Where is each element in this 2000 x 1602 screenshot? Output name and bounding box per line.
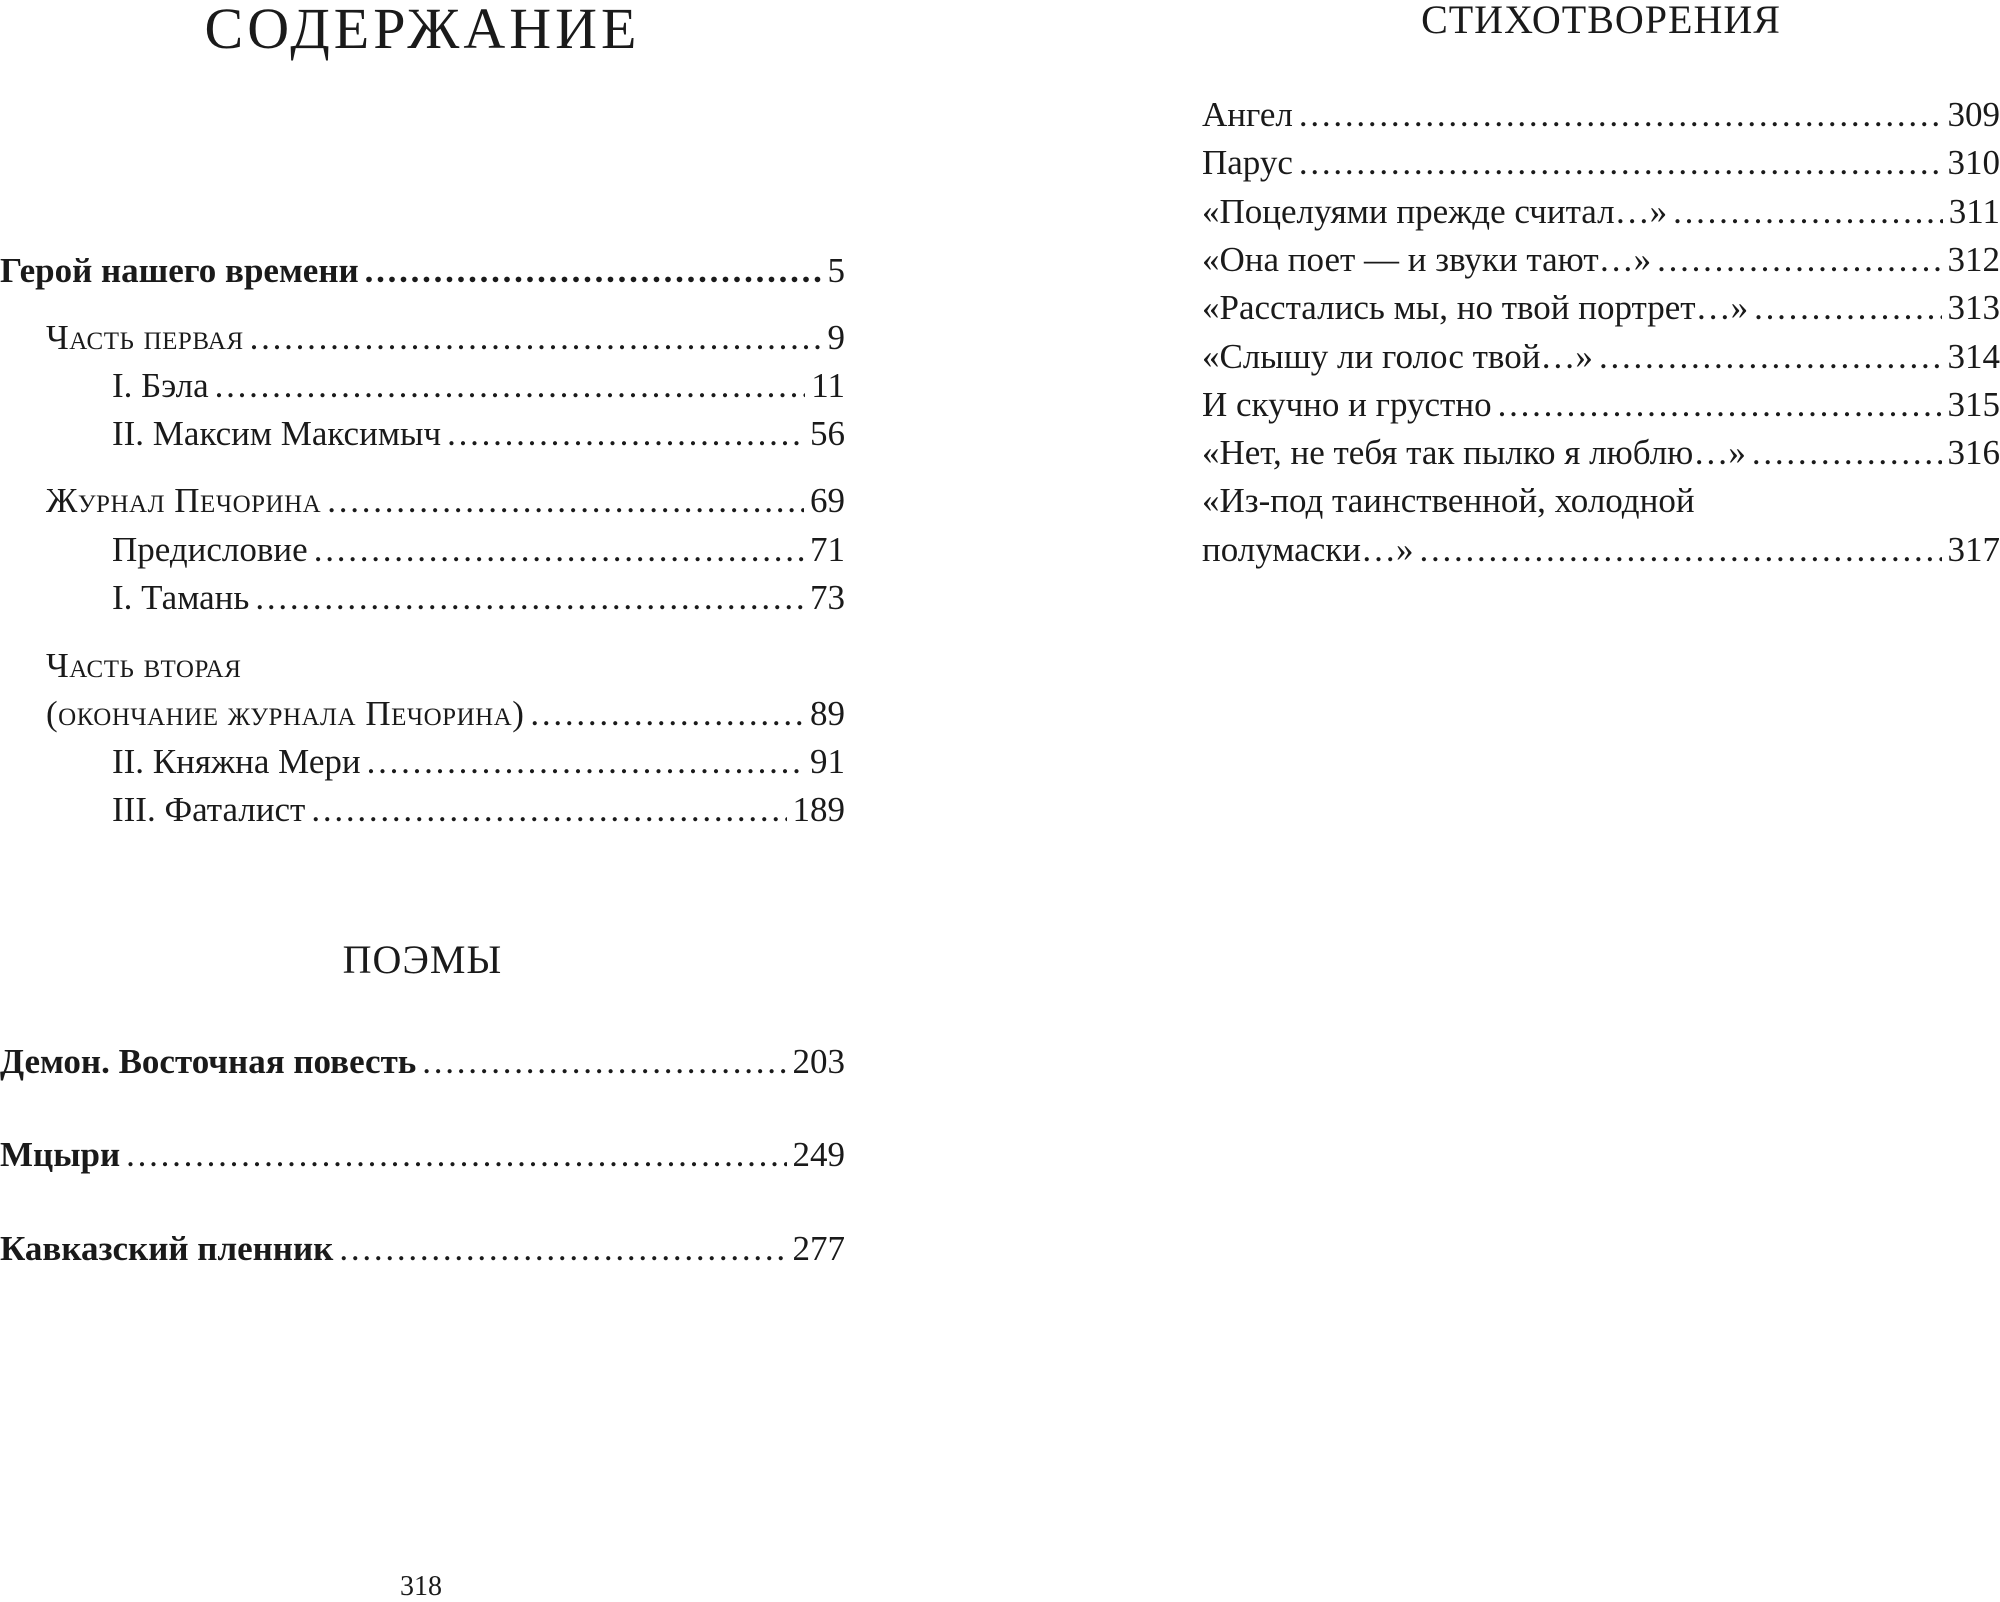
dot-leader xyxy=(250,314,822,362)
dot-leader xyxy=(422,1038,786,1086)
poems-title: ПОЭМЫ xyxy=(342,937,503,982)
entry-page: 249 xyxy=(792,1135,845,1174)
entry-page: 316 xyxy=(1947,433,2000,472)
toc-entry-journal[interactable] xyxy=(46,477,845,525)
toc-entry-angel[interactable] xyxy=(1202,91,2000,139)
entry-label: полумаски…» xyxy=(1202,530,1414,569)
entry-label: И скучно и грустно xyxy=(1202,385,1492,424)
toc-iz-pod-line1: «Из-под таинственной, холодной xyxy=(1202,481,1695,520)
dot-leader xyxy=(314,526,804,574)
dot-leader xyxy=(339,1225,786,1273)
entry-label: «Слышу ли голос твой…» xyxy=(1202,337,1593,376)
entry-label: I. Бэла xyxy=(112,366,209,405)
toc-title: СОДЕРЖАНИЕ xyxy=(204,0,641,61)
dot-leader xyxy=(311,786,786,834)
entry-page: 89 xyxy=(810,694,845,733)
entry-label: I. Тамань xyxy=(112,578,250,617)
entry-page: 313 xyxy=(1947,288,2000,327)
entry-label: «Расстались мы, но твой портрет…» xyxy=(1202,288,1749,327)
entry-page: 314 xyxy=(1947,337,2000,376)
toc-entry-taman[interactable] xyxy=(112,574,845,622)
dot-leader xyxy=(1498,381,1942,429)
entry-page: 73 xyxy=(810,578,845,617)
toc-entry-rasstalis[interactable] xyxy=(1202,284,2000,332)
entry-page: 310 xyxy=(1947,143,2000,182)
dot-leader xyxy=(530,690,804,738)
left-page xyxy=(0,0,845,1602)
dot-leader xyxy=(1673,188,1943,236)
toc-entry-ona-poet[interactable] xyxy=(1202,236,2000,284)
dot-leader xyxy=(255,574,804,622)
entry-label: II. Княжна Мери xyxy=(112,742,361,781)
toc-entry-demon[interactable] xyxy=(0,1038,845,1086)
right-page xyxy=(1202,0,2000,1602)
dot-leader xyxy=(1657,236,1941,284)
verses-title: СТИХОТВОРЕНИЯ xyxy=(1421,0,1781,42)
toc-entry-slyshu[interactable] xyxy=(1202,333,2000,381)
entry-page: 71 xyxy=(810,530,845,569)
dot-leader xyxy=(1752,429,1942,477)
entry-label: Ангел xyxy=(1202,95,1293,134)
dot-leader xyxy=(1754,284,1941,332)
toc-entry-part-two[interactable] xyxy=(46,690,845,738)
toc-entry-potseluyami[interactable] xyxy=(1202,188,2000,236)
entry-page: 11 xyxy=(811,366,845,405)
entry-label: «Поцелуями прежде считал…» xyxy=(1202,192,1668,231)
entry-label: Герой нашего времени xyxy=(0,251,359,290)
toc-entry-maksim-maksimych[interactable] xyxy=(112,410,845,458)
entry-page: 312 xyxy=(1947,240,2000,279)
toc-entry-iz-pod[interactable] xyxy=(1202,526,2000,574)
entry-page: 189 xyxy=(792,790,845,829)
toc-entry-hero-title[interactable] xyxy=(0,247,845,295)
dot-leader xyxy=(215,362,806,410)
entry-page: 315 xyxy=(1947,385,2000,424)
entry-page: 56 xyxy=(810,414,845,453)
entry-label: Часть первая xyxy=(46,318,244,357)
dot-leader xyxy=(367,738,804,786)
dot-leader xyxy=(365,247,822,295)
toc-entry-fatalist[interactable] xyxy=(112,786,845,834)
toc-part-two-line1: Часть вторая xyxy=(46,646,242,685)
page-number: 318 xyxy=(400,1571,442,1602)
toc-entry-parus[interactable] xyxy=(1202,139,2000,187)
dot-leader xyxy=(1299,139,1942,187)
entry-page: 5 xyxy=(827,251,845,290)
dot-leader xyxy=(1599,333,1942,381)
dot-leader xyxy=(1420,526,1942,574)
toc-entry-kavkazsky-plennik[interactable] xyxy=(0,1225,845,1273)
entry-label: Мцыри xyxy=(0,1135,121,1174)
entry-label: Предисловие xyxy=(112,530,308,569)
entry-page: 309 xyxy=(1947,95,2000,134)
entry-page: 317 xyxy=(1947,530,2000,569)
dot-leader xyxy=(1299,91,1942,139)
dot-leader xyxy=(447,410,804,458)
toc-entry-mtsyri[interactable] xyxy=(0,1131,845,1179)
entry-label: Парус xyxy=(1202,143,1293,182)
dot-leader xyxy=(126,1131,786,1179)
toc-entry-skuchno[interactable] xyxy=(1202,381,2000,429)
entry-label: (окончание журнала Печорина) xyxy=(46,694,525,733)
entry-page: 91 xyxy=(810,742,845,781)
entry-label: II. Максим Максимыч xyxy=(112,414,442,453)
entry-page: 277 xyxy=(792,1229,845,1268)
entry-page: 69 xyxy=(810,481,845,520)
entry-label: «Она поет — и звуки тают…» xyxy=(1202,240,1652,279)
toc-entry-bela[interactable] xyxy=(112,362,845,410)
toc-entry-princess-mary[interactable] xyxy=(112,738,845,786)
entry-page: 203 xyxy=(792,1042,845,1081)
entry-label: Кавказский пленник xyxy=(0,1229,334,1268)
entry-label: III. Фаталист xyxy=(112,790,306,829)
toc-entry-net-ne-tebya[interactable] xyxy=(1202,429,2000,477)
toc-entry-preface[interactable] xyxy=(112,526,845,574)
entry-label: Демон. Восточная повесть xyxy=(0,1042,417,1081)
toc-entry-part-one[interactable] xyxy=(46,314,845,362)
entry-label: Журнал Печорина xyxy=(46,481,322,520)
entry-label: «Нет, не тебя так пылко я люблю…» xyxy=(1202,433,1746,472)
dot-leader xyxy=(327,477,804,525)
entry-page: 9 xyxy=(827,318,845,357)
entry-page: 311 xyxy=(1948,192,2000,231)
